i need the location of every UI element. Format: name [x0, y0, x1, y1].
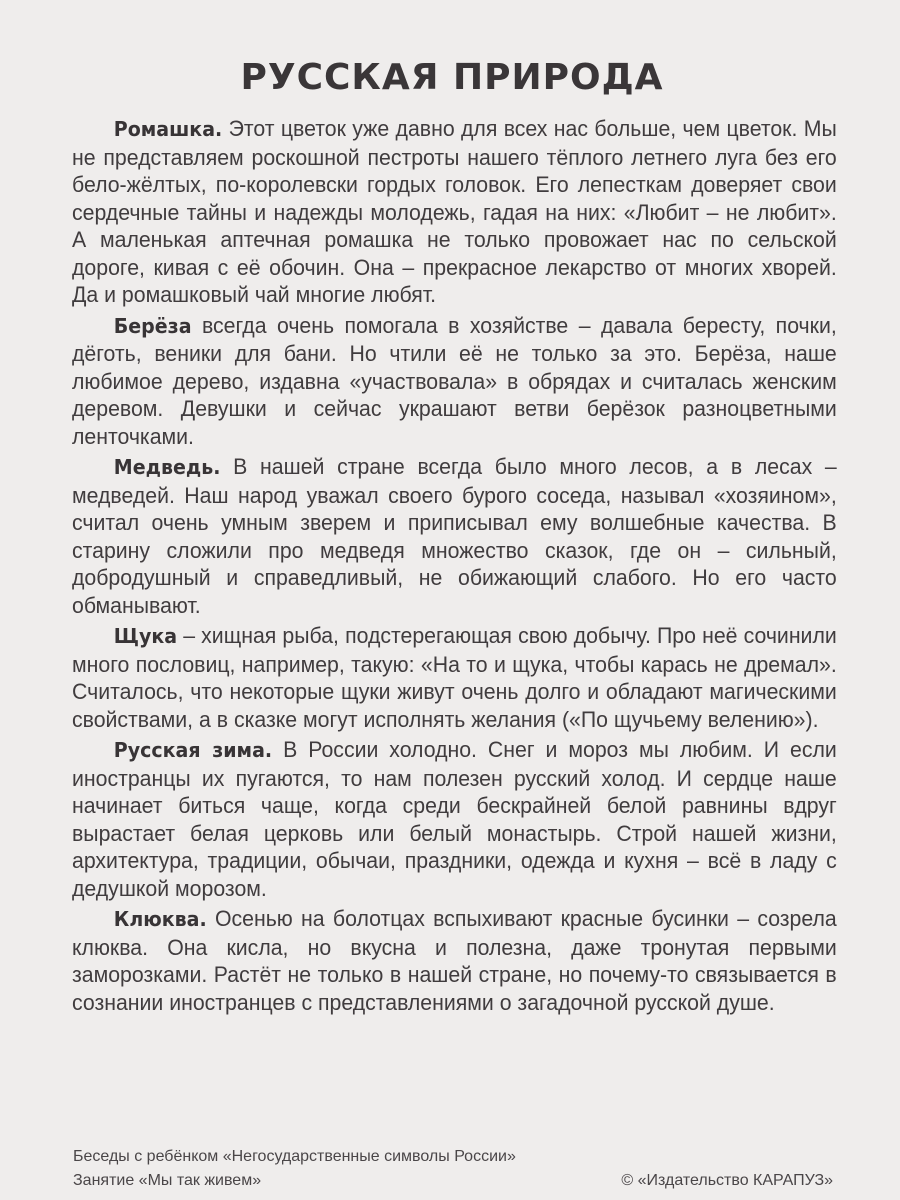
section-term: Берёза [113, 313, 192, 338]
footer-series: Беседы с ребёнком «Негосударственные символы России» [73, 1148, 516, 1165]
section-pike [72, 622, 837, 733]
section-term: Клюква. [113, 907, 207, 931]
section-text: В России холодно. Снег и мороз мы любим. И если иностранцы их пугаются, то нам полезен русский холод. И сердце наше начинает биться чаще, когда среди бескрайней белой равнины вдруг вырастает белая церковь или белый монастырь. Строй нашей жизни, архитектура, традиции, обычаи, праздники, одежда и кухня – всё в ладу с дедушкой морозом. [72, 737, 837, 901]
section-russian-winter [72, 736, 837, 902]
page [72, 55, 837, 1019]
section-term: Русская зима. [113, 738, 273, 762]
section-birch [72, 312, 837, 451]
section-term: Ромашка. [113, 117, 223, 141]
section-bear [72, 453, 837, 619]
page-footer [73, 1145, 833, 1193]
footer-copyright: © «Издательство КАРАПУЗ» [621, 1172, 833, 1189]
footer-row-series [73, 1145, 833, 1169]
section-text: Осенью на болотцах вспыхивают красные бусинки – созрела клюква. Она кисла, но вкусна и полезна, даже тронутая первыми заморозками. Растёт не только в нашей стране, но почему-то связывается в сознании иностранцев с представлениями о загадочной русской душе. [72, 906, 837, 1015]
section-term: Медведь. [113, 455, 221, 479]
section-text: В нашей стране всегда было много лесов, а в лесах – медведей. Наш народ уважал своего бурого соседа, называл «хозяином», считал очень умным зверем и приписывал ему волшебные качества. В старину сложили про медведя множество сказок, где он – сильный, добродушный и справедливый, не обижающий слабого. Но его часто обманывают. [72, 454, 837, 618]
footer-row-lesson [73, 1169, 833, 1193]
section-chamomile [72, 115, 837, 309]
section-text: всегда очень помогала в хозяйстве – давала бересту, почки, дёготь, веники для бани. Но чтили её не только за это. Берёза, наше любимое дерево, издавна «участвовала» в обрядах и считалась женским деревом. Девушки и сейчас украшают ветви берёзок разноцветными ленточками. [72, 312, 837, 449]
section-text: – хищная рыба, подстерегающая свою добычу. Про неё сочинили много пословиц, например, такую: «На то и щука, чтобы карась не дремал». Считалось, что некоторые щуки живут очень долго и обладают магическими свойствами, а в сказке могут исполнять желания («По щучьему велению»). [72, 623, 837, 732]
section-term: Щука [113, 624, 178, 648]
section-cranberry [72, 905, 837, 1016]
footer-lesson: Занятие «Мы так живем» [73, 1172, 262, 1189]
page-title: РУССКАЯ ПРИРОДА [240, 57, 664, 98]
section-text: Этот цветок уже давно для всех нас больше, чем цветок. Мы не представляем роскошной пестроты нашего тёплого летнего луга без его бело-жёлтых, по-королевски гордых головок. Его лепесткам доверяет свои сердечные тайны и надежды молодежь, гадая на них: «Любит – не любит». А маленькая аптечная ромашка не только провожает нас по сельской дороге, кивая с её обочин. Она – прекрасное лекарство от многих хворей. Да и ромашковый чай многие любят. [72, 116, 837, 307]
